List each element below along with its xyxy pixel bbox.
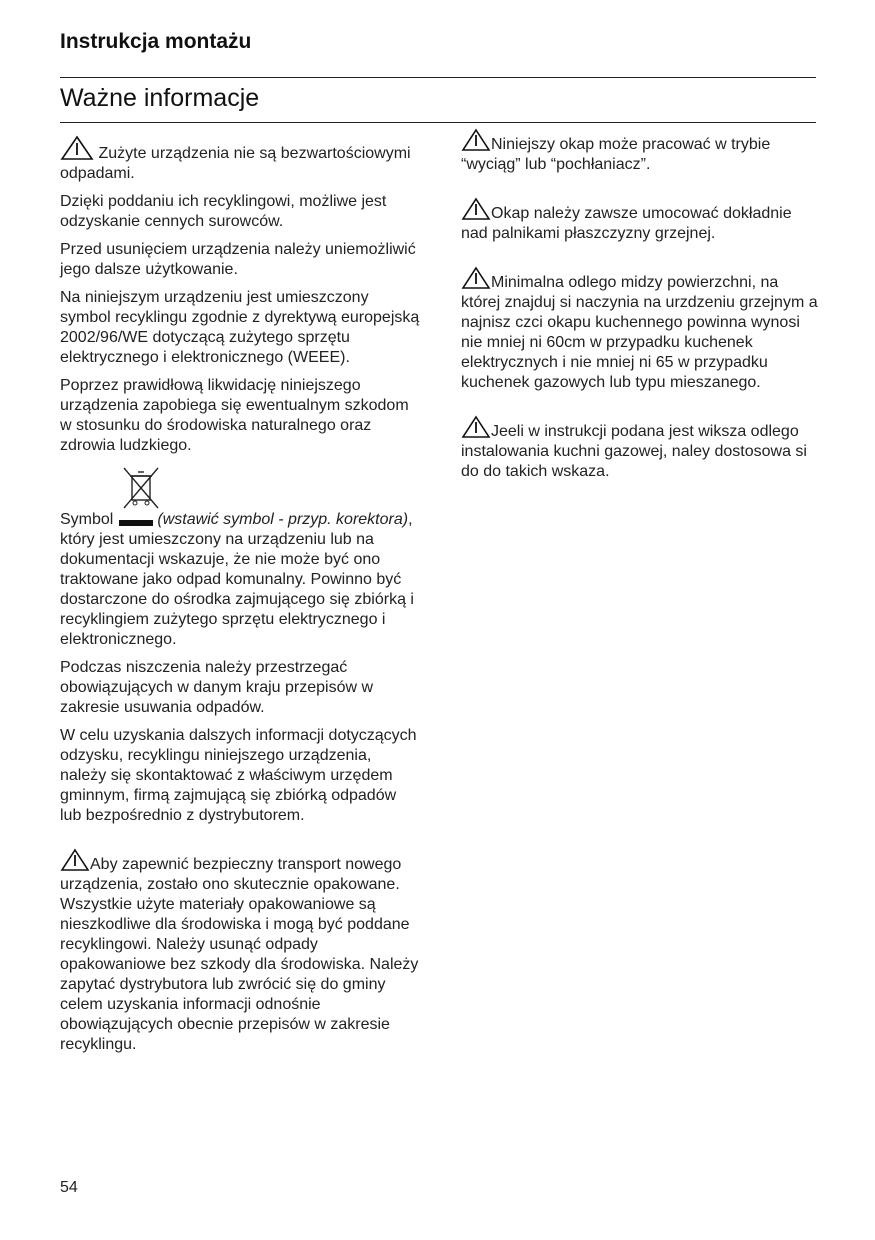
left-paragraph-3: Przed usunięciem urządzenia należy uniemożliwić jego dalsze użytkowanie. [60,241,416,278]
left-paragraph-9: Aby zapewnić bezpieczny transport nowego urządzenia, zostało ono skutecznie opakowane. Wszystkie użyte materiały opakowaniowe są nieszkodliwe dla środowiska i mogą być poddane recyklingowi. Należy usunąć odpady opakowaniowe bez szkody dla środowiska. Należy zapytać dystrybutora lub zwrócić się do gminy celem uzyskania informacji odnośnie obowiązujących obecnie przepisów w zakresie recyklingu. [60,848,420,1055]
left-paragraph-8: W celu uzyskania dalszych informacji dotyczących odzysku, recyklingu niniejszego urządzenia, należy się skontaktować z właściwym urzędem gminnym, firmą zajmującą się zbiórką odpadów lub bezpośrednio z dystrybutorem. [60,727,417,824]
left-paragraph-symbol: Symbol (wstawić symbol - przyp. korektora), który jest umieszczony na urządzeniu lub na dokumentacji wskazuje, że nie może być ono traktowane jako odpad komunalny. Powinno być dostarczone do ośrodka zajmującego się zbiórką i recyklingiem zużytego sprzętu elektrycznego i elektronicznego. [60,511,414,648]
left-paragraph-7: Podczas niszczenia należy przestrzegać obowiązujących w danym kraju przepisów w zakresie usuwania odpadów. [60,659,374,716]
left-paragraph-1: Zużyte urządzenia nie są bezwartościowymi odpadami. [60,135,420,184]
right-paragraph-1: Niniejszy okap może pracować w trybie “wyciąg” lub “pochłaniacz”. [461,128,821,175]
page-number: 54 [60,1179,78,1196]
left-paragraph-4: Na niniejszym urządzeniu jest umieszczony symbol recyklingu zgodnie z dyrektywą europejską 2002/96/WE dotyczącą zużytego sprzętu elektrycznego i elektronicznego (WEEE). [60,289,420,366]
right-paragraph-3: Minimalna odlego midzy powierzchni, na której znajduj si naczynia na urzdzeniu grzejnym a najnisz czci okapu kuchennego powinna wynosi nie mniej ni 60cm w przypadku kuchenek elektrycznych i nie mniej ni 65 w przypadku kuchenek gazowych lub typu mieszanego. [461,266,821,393]
warning-triangle-icon [461,415,491,439]
warning-triangle-icon [461,266,491,290]
crossed-bin-icon [120,466,162,510]
header-divider [60,77,816,78]
left-paragraph-2: Dzięki poddaniu ich recyklingowi, możliwe jest odzyskanie cennych surowców. [60,193,387,230]
section-divider [60,122,816,123]
right-paragraph-2: Okap należy zawsze umocować dokładnie nad palnikami płaszczyzny grzejnej. [461,197,821,244]
header-title: Instrukcja montażu [60,30,252,53]
right-paragraph-4: Jeeli w instrukcji podana jest wiksza odlego instalowania kuchni gazowej, naley dostosowa si do do takich wskaza. [461,415,821,482]
left-paragraph-5: Poprzez prawidłową likwidację niniejszego urządzenia zapobiega się ewentualnym szkodom w stosunku do środowiska naturalnego oraz zdrowia ludzkiego. [60,377,409,454]
weee-symbol-area [60,466,420,510]
weee-bar-icon [119,520,153,526]
warning-triangle-icon [60,135,94,161]
right-column [461,128,821,490]
left-column [60,135,420,1063]
warning-triangle-icon [60,848,90,872]
warning-triangle-icon [461,128,491,152]
warning-triangle-icon [461,197,491,221]
section-title: Ważne informacje [60,84,260,112]
